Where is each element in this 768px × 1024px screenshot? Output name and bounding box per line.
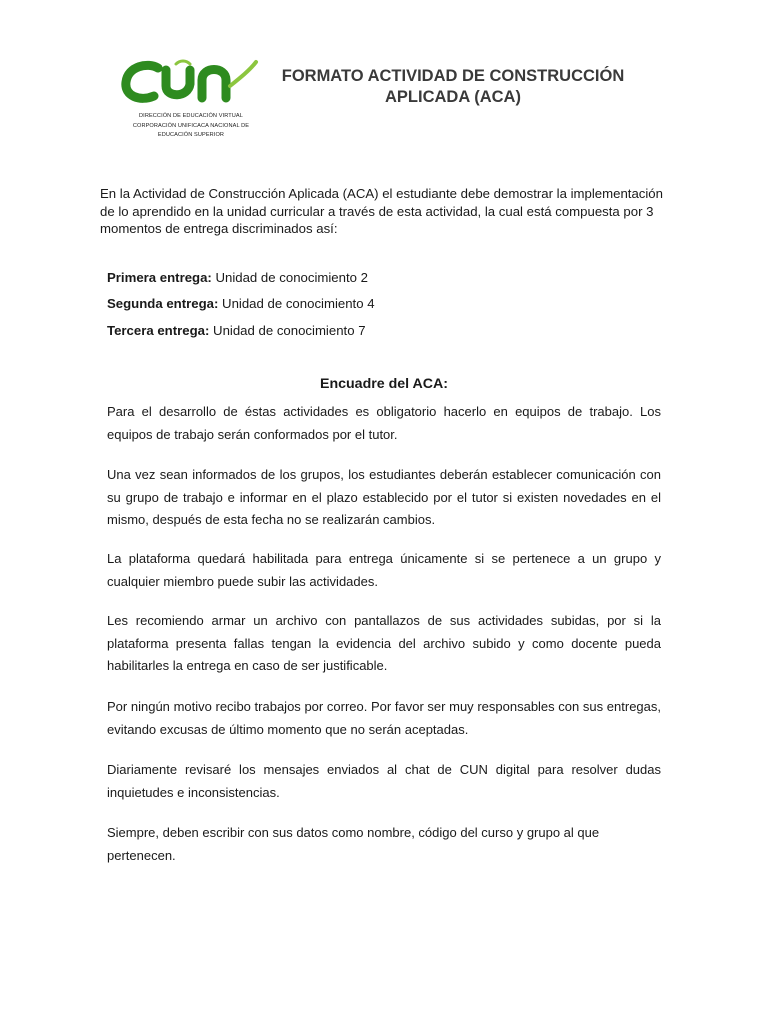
- logo-caption: [118, 112, 264, 141]
- delivery-item: [107, 296, 375, 311]
- body-paragraph: Les recomiendo armar un archivo con pantallazos de sus actividades subidas, por si la plataforma presenta fallas tengan la evidencia del archivo subido y como docente pueda habilitarles la entrega en caso de ser justificable.: [107, 613, 661, 673]
- delivery-label: Primera entrega:: [107, 270, 212, 285]
- section-heading: Encuadre del ACA:: [320, 376, 448, 392]
- body-paragraph: Para el desarrollo de éstas actividades es obligatorio hacerlo en equipos de trabajo. Los equipos de trabajo serán conformados por el tutor.: [107, 404, 661, 442]
- delivery-value: Unidad de conocimiento 7: [209, 323, 366, 338]
- body-paragraph: Siempre, deben escribir con sus datos como nombre, código del curso y grupo al que pertenecen.: [107, 825, 600, 863]
- delivery-value: Unidad de conocimiento 2: [211, 270, 368, 285]
- body-paragraph: Una vez sean informados de los grupos, los estudiantes deberán establecer comunicación con su grupo de trabajo e informar en el plazo establecido por el tutor si existen novedades en el mismo, después de esta fecha no se realizarán cambios.: [107, 467, 661, 527]
- body-paragraph: Diariamente revisaré los mensajes enviados al chat de CUN digital para resolver dudas inquietudes e inconsistencias.: [107, 762, 661, 800]
- document-title-line: APLICADA (ACA): [385, 88, 521, 106]
- delivery-label: Tercera entrega:: [107, 323, 210, 338]
- logo-caption-line: EDUCACIÓN SUPERIOR: [157, 132, 225, 138]
- logo-caption-line: CORPORACIÓN UNIFICACA NACIONAL DE: [132, 122, 250, 129]
- cun-logo-mark: [118, 56, 260, 108]
- delivery-value: Unidad de conocimiento 4: [218, 296, 375, 311]
- intro-paragraph: En la Actividad de Construcción Aplicada (ACA) el estudiante debe demostrar la implementación de lo aprendido en la unidad curricular a través de esta actividad, la cual está compuesta por 3 momentos de entrega discriminados así:: [100, 186, 663, 236]
- document-title-line: FORMATO ACTIVIDAD DE CONSTRUCCIÓN: [281, 67, 625, 85]
- delivery-item: [107, 270, 368, 285]
- document-title: [276, 66, 630, 108]
- delivery-item: [107, 323, 366, 338]
- logo-caption-line: DIRECCIÓN DE EDUCACIÓN VIRTUAL: [139, 113, 243, 119]
- delivery-label: Segunda entrega:: [107, 296, 219, 311]
- body-paragraph: La plataforma quedará habilitada para entrega únicamente si se pertenece a un grupo y cualquier miembro puede subir las actividades.: [107, 551, 661, 589]
- cun-logo: [118, 56, 264, 141]
- body-paragraph: Por ningún motivo recibo trabajos por correo. Por favor ser muy responsables con sus entregas, evitando excusas de último momento que no serán aceptadas.: [107, 699, 661, 737]
